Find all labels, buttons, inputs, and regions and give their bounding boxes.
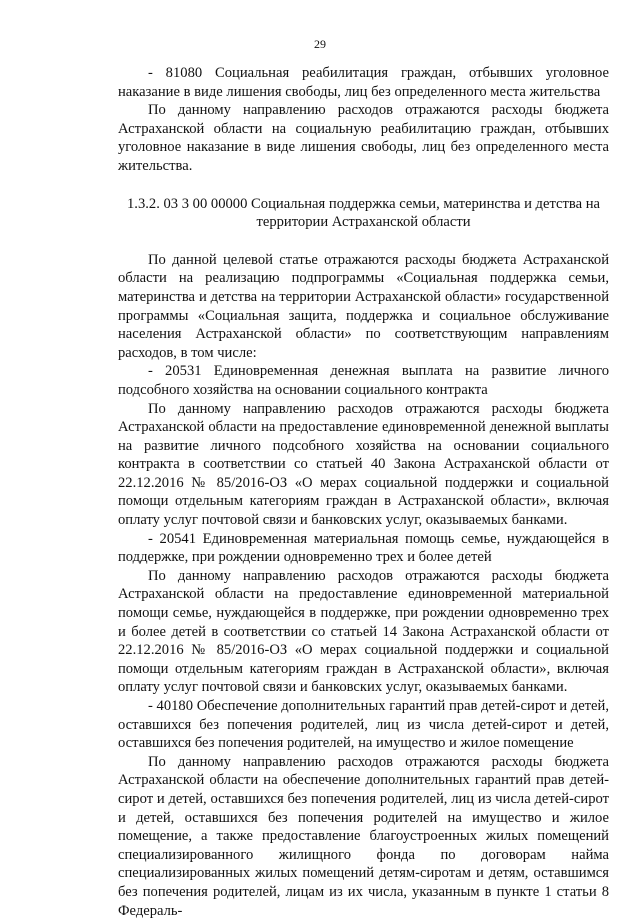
page-number: 29 — [314, 37, 326, 51]
paragraph: - 20541 Единовременная материальная помощь семье, нуждающейся в поддержке, при рождении одновременно трех и более детей — [118, 530, 609, 566]
paragraph: - 20531 Единовременная денежная выплата на развитие личного подсобного хозяйства на основании социального контракта — [118, 363, 609, 398]
paragraph: По данной целевой статье отражаются расходы бюджета Астраханской области на реализацию подпрограммы «Социальная поддержка семьи, материнства и детства на территории Астраханской области» государственной программы «Социальная защита, поддержка и социальное обслуживание населения Астраханской области» по соответствующим направлениям расходов, в том числе: — [118, 251, 609, 361]
paragraph: По данному направлению расходов отражаются расходы бюджета Астраханской области на социальную реабилитацию граждан, отбывших уголовное наказание в виде лишения свободы, лиц без определенного места жительства. — [118, 102, 609, 174]
paragraph: По данному направлению расходов отражаются расходы бюджета Астраханской области на предоставление единовременной материальной помощи семье, нуждающейся в поддержке, при рождении одновременно трех и более детей в соответствии со статьей 14 Закона Астраханской области от 22.12.2016 № 85/2016-ОЗ «О мерах социальной поддержки и социальной помощи отдельным категориям граждан в Астраханской области», включая оплату услуг почтовой связи и банковских услуг, оказываемых банками. — [118, 567, 609, 696]
paragraph: По данному направлению расходов отражаются расходы бюджета Астраханской области на предоставление единовременной денежной выплаты на развитие личного подсобного хозяйства на основании социального контракта в соответствии со статьей 40 Закона Астраханской области от 22.12.2016 № 85/2016-ОЗ «О мерах социальной поддержки и социальной помощи отдельным категориям граждан в Астраханской области», включая оплату услуг почтовой связи и банковских услуг, оказываемых банками. — [118, 400, 609, 529]
section-heading: 1.3.2. 03 3 00 00000 Социальная поддержка семьи, материнства и детства на территории Астраханской области — [127, 195, 600, 231]
document-body — [118, 64, 609, 920]
paragraph: По данному направлению расходов отражаются расходы бюджета Астраханской области на обеспечение дополнительных гарантий прав детей-сирот и детей, оставшихся без попечения родителей, лиц из числа детей-сирот и детей, оставшихся без попечения родителей на имущество и жилое помещение, а также предоставление благоустроенных жилых помещений специализированного жилищного фонда по договорам найма специализированных жилых помещений детям-сиротам и детям, оставшимся без попечения родителей, лицам из их числа, указанным в пункте 1 статьи 8 Федераль- — [118, 753, 609, 919]
paragraph: - 81080 Социальная реабилитация граждан, отбывших уголовное наказание в виде лишения свободы, лиц без определенного места жительства — [118, 65, 609, 100]
paragraph: - 40180 Обеспечение дополнительных гарантий прав детей-сирот и детей, оставшихся без попечения родителей, лиц из числа детей-сирот и детей, оставшихся без попечения родителей, на имущество и жилое помещение — [118, 698, 609, 752]
